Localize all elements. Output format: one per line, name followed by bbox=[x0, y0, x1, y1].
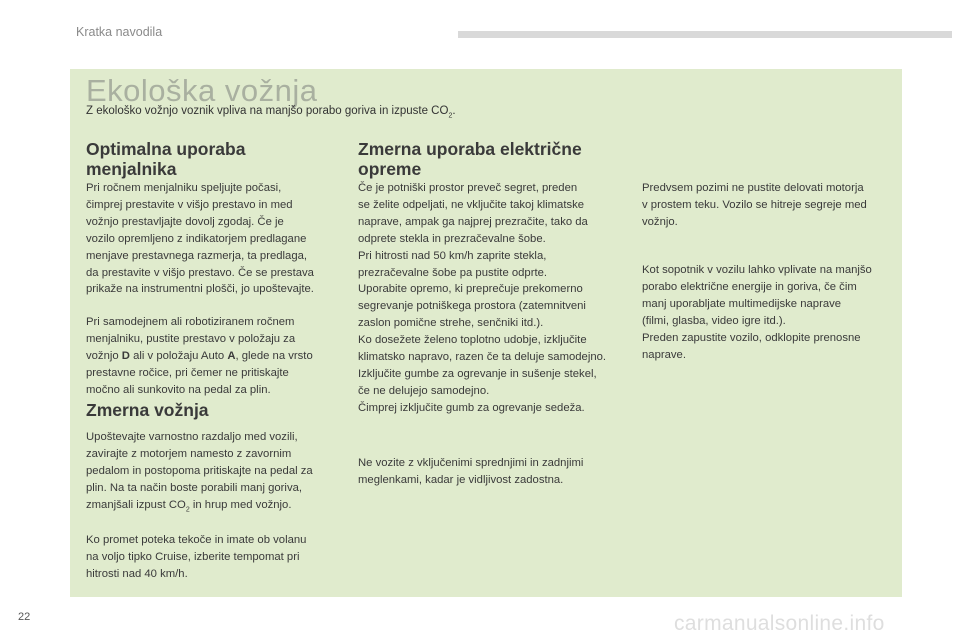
page-title: Ekološka vožnja bbox=[86, 73, 318, 108]
electrical-paragraph-2: Ne vozite z vključenimi sprednjimi in zadnjimi meglenkami, kadar je vidljivost zadostna. bbox=[358, 457, 584, 486]
moderate-paragraph-1: Upoštevajte varnostno razdaljo med vozili, zavirajte z motorjem namesto z zavornim pedalom in postopoma pritiskajte na pedal za plin. Na ta način boste porabili manj goriva, zmanjšali izpust $CO_2$ in hrup med vožnjo. bbox=[86, 431, 313, 513]
header-bar bbox=[458, 31, 952, 38]
heading-moderate-driving: Zmerna vožnja bbox=[86, 400, 209, 420]
watermark: carmanualsonline.info bbox=[674, 612, 885, 635]
right-paragraph-1: Predvsem pozimi ne pustite delovati motorja v prostem teku. Vozilo se hitreje segreje med vožnjo. bbox=[642, 182, 867, 228]
page-subtitle: Z ekološko vožnjo voznik vpliva na manjšo porabo goriva in izpuste $CO_2$. bbox=[86, 105, 456, 120]
gearbox-paragraph-2: Pri samodejnem ali robotiziranem ročnem menjalniku, pustite prestavo v položaju za vožnjo D ali v položaju Auto A, glede na vrsto prestavne ročice, pri čemer ne pritiskajte močno ali sunkovito na pedal za plin. bbox=[86, 316, 313, 396]
right-paragraph-2: Kot sopotnik v vozilu lahko vplivate na manjšo porabo električne energije in goriva, če čim manj uporabljate multimedijske naprave (filmi, glasba, video igre itd.). Preden zapustite vozilo, odklopite prenosne naprave. bbox=[642, 264, 872, 361]
gearbox-paragraph-1: Pri ročnem menjalniku speljujte počasi, čimprej prestavite v višjo prestavo in med vožnjo prestavljajte dovolj zgodaj. Če je vozilo opremljeno z indikatorjem predlagane menjave prestavnega razmerja, ta predlaga, da prestavite v višjo prestavo. Če se prestava prikaže na instrumentni plošči, jo upoštevajte. bbox=[86, 182, 314, 296]
heading-gearbox: Optimalna uporaba menjalnika bbox=[86, 139, 246, 179]
page-number: 22 bbox=[18, 611, 31, 623]
section-header: Kratka navodila bbox=[76, 25, 163, 39]
heading-electrical: Zmerna uporaba električne opreme bbox=[358, 139, 582, 179]
electrical-paragraph-1: Če je potniški prostor preveč segret, preden se želite odpeljati, ne vključite takoj klimatske naprave, ampak ga najprej prezračite, tako da odprete stekla in prezračevalne šobe. Pri hitrosti nad 50 km/h zaprite stekla, prezračevalne šobe pa pustite odprte. Uporabite opremo, ki preprečuje prekomerno segrevanje potniškega prostora (zatemnitveni zaslon pomične strehe, senčniki itd.). Ko dosežete želeno toplotno udobje, izključite klimatsko napravo, razen če ta deluje samodejno. Izključite gumbe za ogrevanje in sušenje stekel, če ne delujejo samodejno. Čimprej izključite gumb za ogrevanje sedeža. bbox=[358, 182, 607, 414]
moderate-paragraph-2: Ko promet poteka tekoče in imate ob volanu na voljo tipko Cruise, izberite tempomat pri hitrosti nad 40 km/h. bbox=[86, 534, 307, 580]
